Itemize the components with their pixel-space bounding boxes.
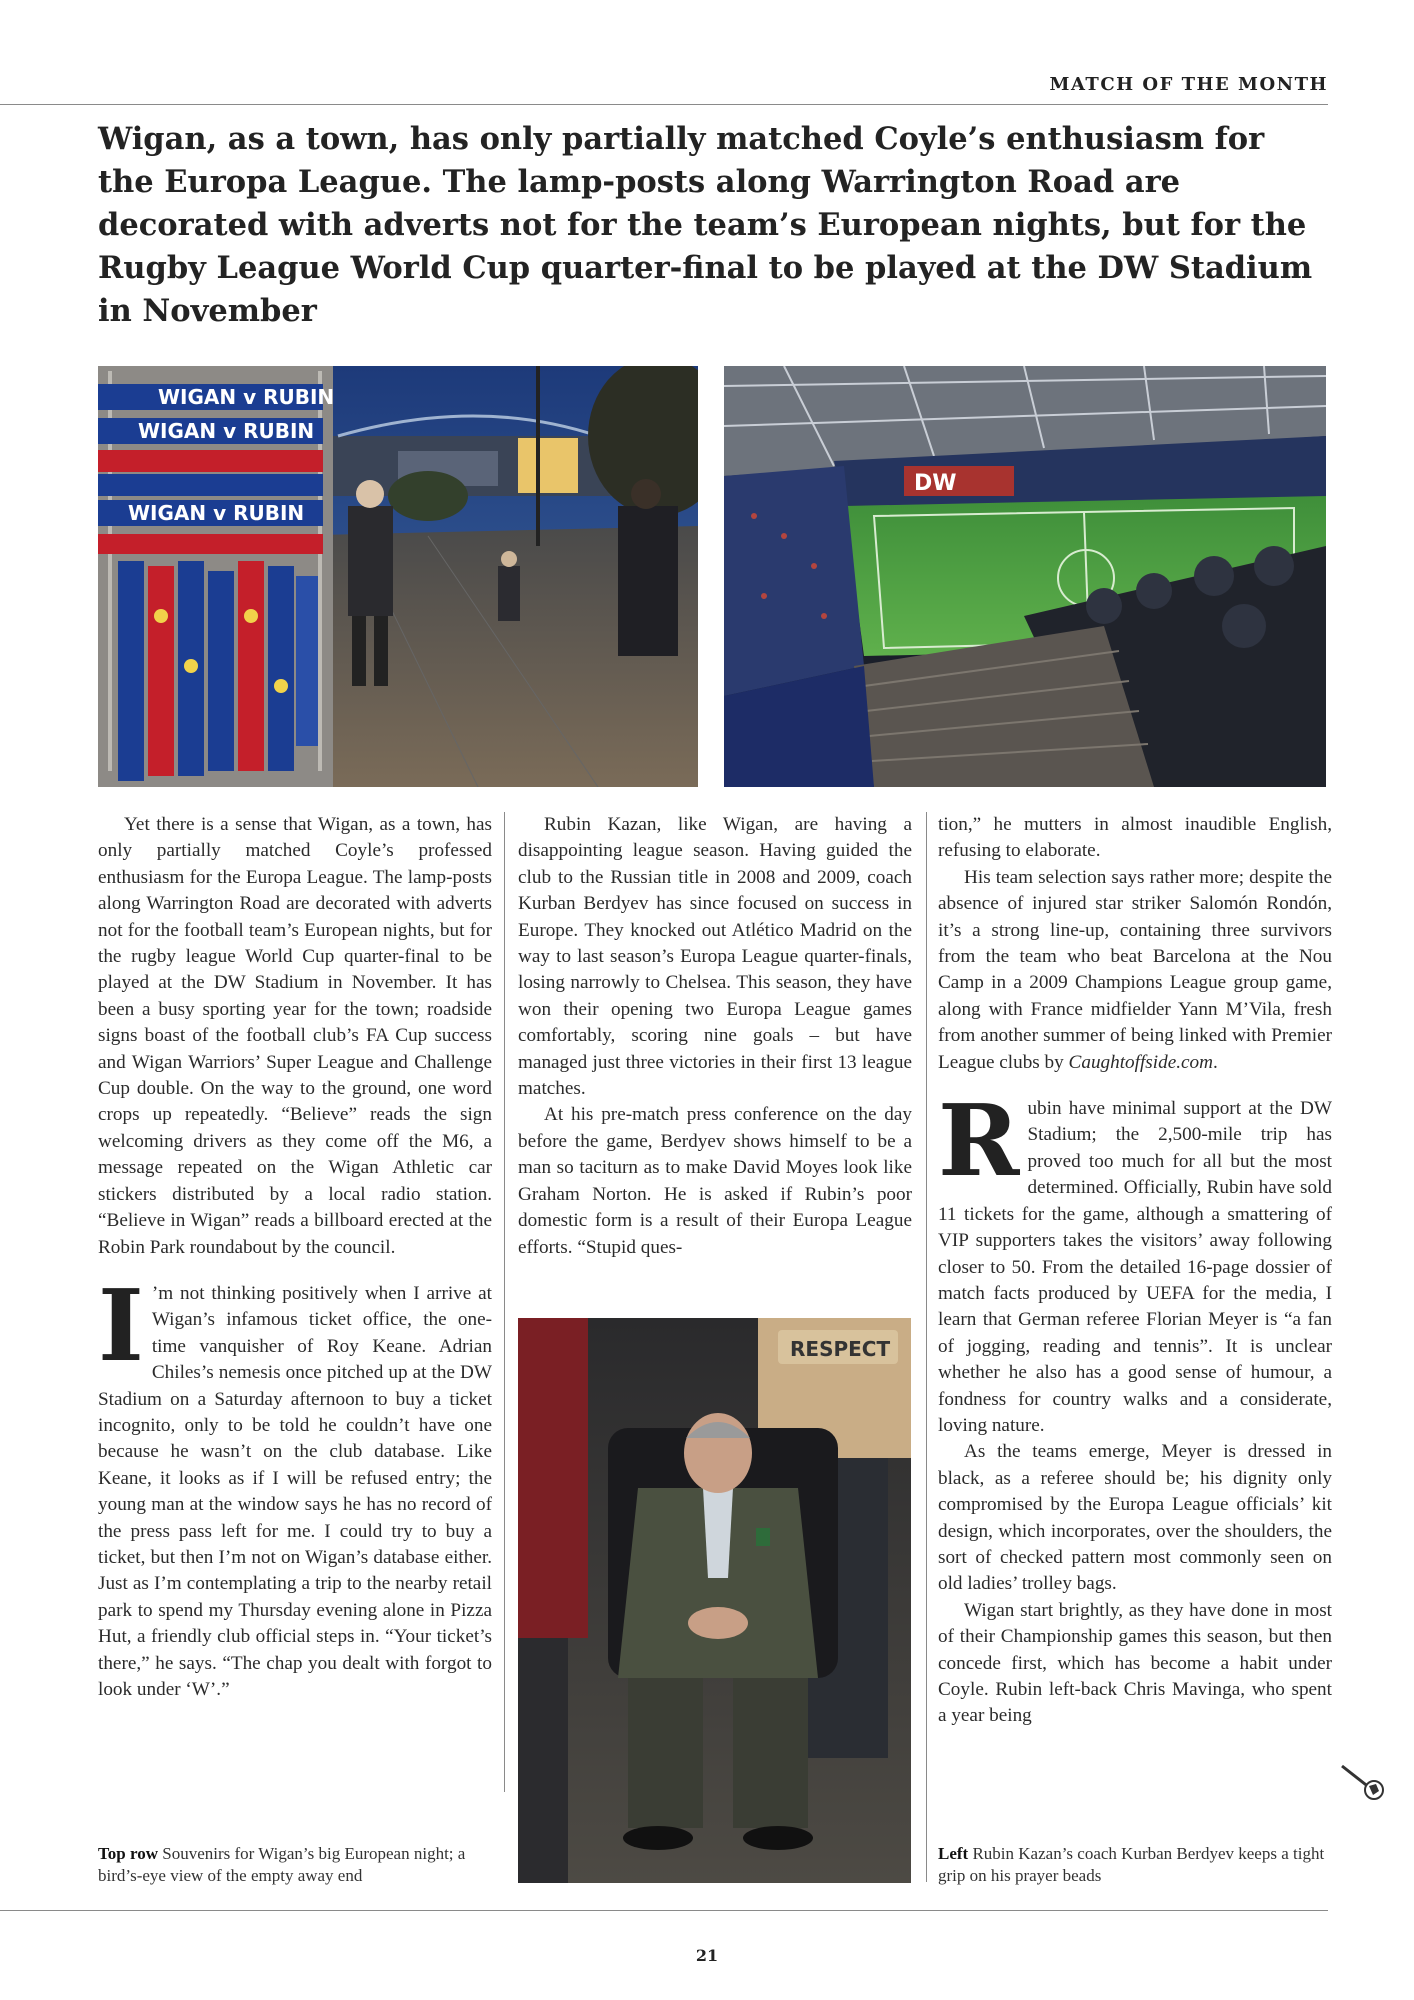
- dropcap-r: R: [938, 1084, 1020, 1200]
- col2-paragraph-1: Rubin Kazan, like Wigan, are having a disappointing league season. Having guided the club to the Russian title in 2008 and 2009, coach Kurban Berdyev has since focused on success in Europe. They knocked out Atlético Madrid on the way to last season’s Europa League quarter-finals, losing narrowly to Chelsea. This season, they have won their opening two Europa League games comfortably, scoring nine goals – but have managed just three victories in their first 13 league matches.: [518, 814, 912, 1100]
- column-divider-2: [926, 812, 927, 1882]
- photo-scarves-stall: [98, 366, 698, 787]
- photo-stadium-stand: [724, 366, 1326, 787]
- stand-sign: DW: [914, 471, 957, 496]
- caption-left: [938, 1843, 1332, 1887]
- caption-top-row: [98, 1843, 478, 1887]
- caption-left-label: Left: [938, 1844, 969, 1863]
- scarf-text-1: WIGAN v RUBIN: [158, 385, 335, 409]
- col3-paragraph-3: [938, 1084, 1332, 1439]
- column-2: [518, 812, 912, 1261]
- col1-paragraph-1: Yet there is a sense that Wigan, as a town, has only partially matched Coyle’s professed enthusiasm for the Europa League. The lamp-posts along Warrington Road are decorated with adverts not for the football team’s European nights, but for the rugby league World Cup quarter-final to be played at the DW Stadium in November. It has been a busy sporting year for the town; roadside signs boast of the football club’s FA Cup success and Wigan Warriors’ Super League and Challenge Cup double. On the way to the ground, one word crops up repeatedly. “Believe” reads the sign welcoming drivers as they come off the M6, a message repeated on the Wigan Athletic car stickers distributed by a local radio station. “Believe in Wigan” reads a billboard erected at the Robin Park roundabout by the council.: [98, 814, 492, 1258]
- col3-paragraph-2: [938, 865, 1332, 1076]
- col2-paragraph-2: At his pre-match press conference on the day before the game, Berdyev shows himself to be a man so taciturn as to make David Moyes look like Graham Norton. He is asked if Rubin’s poor domestic form is a result of their Europa League efforts. “Stupid ques-: [518, 1104, 912, 1258]
- col3-paragraph-2-text: His team selection says rather more; despite the absence of injured star striker Salomón Rondón, it’s a strong line-up, containing three survivors from the team who beat Barcelona at the Nou Camp in a 2009 Champions League group game, along with France midfielder Yann M’Vila, fresh from another summer of being linked with Premier League clubs by: [938, 866, 1332, 1073]
- col3-paragraph-3-text: ubin have minimal support at the DW Stadium; the 2,500-mile trip has proved too much for all but the most determined. Officially, Rubin have sold 11 tickets for the game, although a smattering of VIP supporters takes the visitors’ away following closer to 50. From the detailed 16-page dossier of match facts produced by UEFA for the media, I learn that German referee Florian Meyer is “a fan of jogging, reading and tennis”. It is unclear whether he also has a good sense of humour, a fondness for country walks and a considerate, loving nature.: [938, 1098, 1332, 1436]
- column-3: [938, 812, 1332, 1730]
- scarf-text-3: WIGAN v RUBIN: [128, 501, 305, 525]
- pullquote: Wigan, as a town, has only partially matched Coyle’s enthusiasm for the Europa League. The lamp-posts along Warrington Road are decorated with adverts not for the team’s European nights, but for the Rugby League World Cup quarter-final to be played at the DW Stadium in November: [98, 121, 1313, 329]
- page-number: 21: [695, 1946, 719, 1965]
- col1-paragraph-2: [98, 1268, 492, 1704]
- col3-paragraph-4: As the teams emerge, Meyer is dressed in black, as a referee should be; his dignity only compromised by the Europa League officials’ kit design, which incorporates, over the shoulders, the sort of checked pattern most commonly seen on old ladies’ trolley bags.: [938, 1441, 1332, 1595]
- header-rule: [0, 104, 1328, 105]
- col3-paragraph-1: tion,” he mutters in almost inaudible English, refusing to elaborate.: [938, 814, 1332, 862]
- caption-left-text: Rubin Kazan’s coach Kurban Berdyev keeps a tight grip on his prayer beads: [938, 1844, 1325, 1885]
- photo-coach-portrait: [518, 1318, 911, 1883]
- caption-top-label: Top row: [98, 1844, 158, 1863]
- respect-badge: RESPECT: [790, 1337, 891, 1361]
- col3-paragraph-2-end: .: [1212, 1051, 1218, 1073]
- column-divider-1: [504, 812, 505, 1792]
- footer-rule: [0, 1910, 1328, 1911]
- col3-paragraph-5: Wigan start brightly, as they have done in most of their Championship games this season, but then concede first, which has become a habit under Coyle. Rubin left-back Chris Mavinga, who spent a year being: [938, 1599, 1332, 1727]
- dropcap-i: I: [98, 1268, 144, 1384]
- scarf-text-2: WIGAN v RUBIN: [138, 419, 315, 443]
- source-name: Caughtoffside.com: [1068, 1051, 1213, 1073]
- caption-top-text: Souvenirs for Wigan’s big European night; a bird’s-eye view of the empty away end: [98, 1844, 466, 1885]
- column-1: [98, 812, 492, 1703]
- section-label: MATCH OF THE MONTH: [1049, 74, 1328, 95]
- ball-quill-icon: [1340, 1762, 1386, 1802]
- col1-paragraph-2-text: ’m not thinking positively when I arrive at Wigan’s infamous ticket office, the one-time vanquisher of Roy Keane. Adrian Chiles’s nemesis once pitched up at the DW Stadium on a Saturday afternoon to buy a ticket incognito, only to be told he couldn’t have one because he wasn’t on the club database. Like Keane, it looks as if I will be refused entry; the young man at the window says he has no record of the press pass left for me. I could try to buy a ticket, but then I’m not on Wigan’s database either. Just as I’m contemplating a trip to the nearby retail park to spend my Thursday evening alone in Pizza Hut, a friendly club official steps in. “Your ticket’s there,” he says. “The chap you dealt with forgot to look under ‘W’.”: [98, 1282, 492, 1700]
